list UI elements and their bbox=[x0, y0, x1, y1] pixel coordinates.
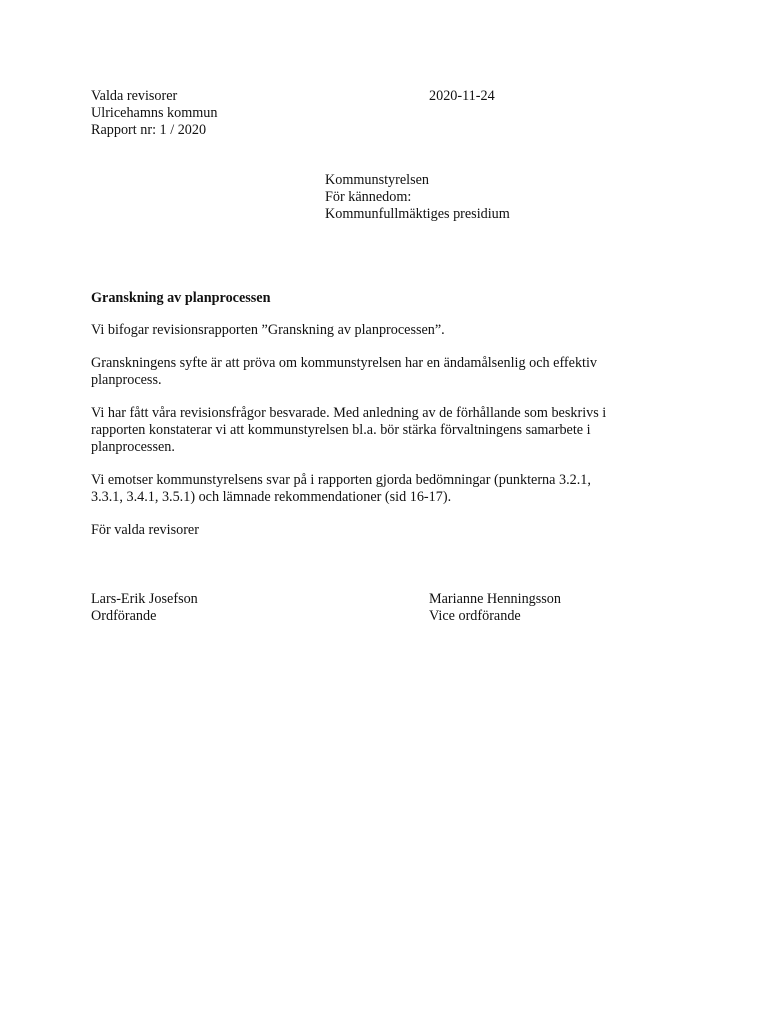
paragraph-line: För valda revisorer bbox=[91, 522, 199, 538]
sender-block bbox=[91, 88, 217, 139]
paragraph-findings bbox=[91, 405, 671, 456]
recipient-block bbox=[325, 172, 510, 223]
sender-organization: Ulricehamns kommun bbox=[91, 105, 218, 121]
report-number: Rapport nr: 1 / 2020 bbox=[91, 122, 207, 138]
signature-left bbox=[91, 591, 198, 625]
paragraph-purpose bbox=[91, 355, 671, 389]
recipient-cc: Kommunfullmäktiges presidium bbox=[325, 206, 510, 222]
paragraph-line: Granskningens syfte är att pröva om kommunstyrelsen har en ändamålsenlig och effektiv bbox=[91, 355, 598, 371]
paragraph-line: 3.3.1, 3.4.1, 3.5.1) och lämnade rekommendationer (sid 16-17). bbox=[91, 489, 452, 505]
letter-body bbox=[91, 322, 671, 555]
paragraph-line: planprocessen. bbox=[91, 439, 175, 455]
paragraph-line: planprocess. bbox=[91, 372, 162, 388]
letter-title: Granskning av planprocessen bbox=[91, 290, 271, 306]
letter-date: 2020-11-24 bbox=[429, 88, 495, 104]
recipient-cc-label: För kännedom: bbox=[325, 189, 412, 205]
sender-name: Valda revisorer bbox=[91, 88, 178, 104]
recipient-name: Kommunstyrelsen bbox=[325, 172, 430, 188]
signature-right bbox=[429, 591, 561, 625]
paragraph-line: Vi emotser kommunstyrelsens svar på i rapporten gjorda bedömningar (punkterna 3.2.1, bbox=[91, 472, 591, 488]
paragraph-line: Vi bifogar revisionsrapporten ”Granskning av planprocessen”. bbox=[91, 322, 445, 338]
signatory-name: Lars-Erik Josefson bbox=[91, 591, 198, 607]
paragraph-line: rapporten konstaterar vi att kommunstyrelsen bl.a. bör stärka förvaltningens samarbete i bbox=[91, 422, 591, 438]
paragraph-line: Vi har fått våra revisionsfrågor besvarade. Med anledning av de förhållande som beskrivs i bbox=[91, 405, 607, 421]
signatory-name: Marianne Henningsson bbox=[429, 591, 561, 607]
paragraph-response-request bbox=[91, 472, 671, 506]
signatory-role: Vice ordförande bbox=[429, 608, 521, 624]
signatory-role: Ordförande bbox=[91, 608, 157, 624]
paragraph-attachment bbox=[91, 322, 671, 339]
paragraph-closing bbox=[91, 522, 671, 539]
